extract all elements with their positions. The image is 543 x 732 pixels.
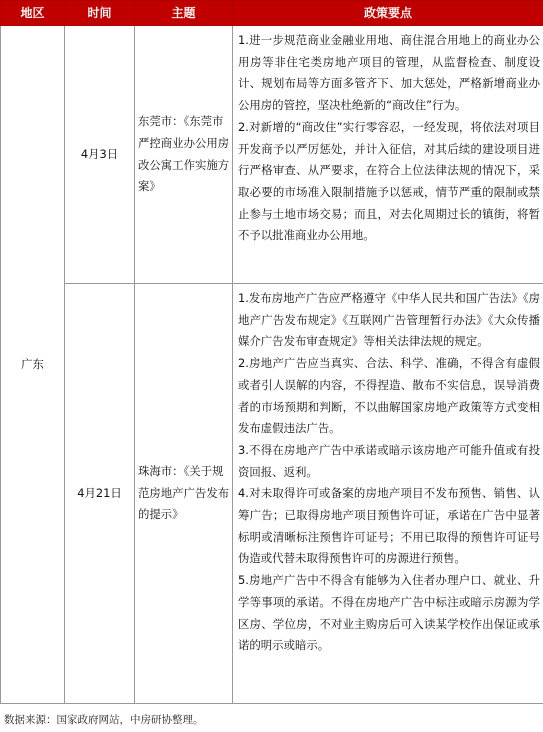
policy-cell (233, 26, 543, 284)
header-policy: 政策要点 (233, 1, 543, 26)
policy-point: 5.房地产广告中不得含有能够为入住者办理户口、就业、升学等事项的承诺。不得在房地产广告中标注或暗示房源为学区房、学位房，不对业主购房后可入读某学校作出保证或承诺的明示或暗示。 (238, 573, 540, 653)
region-cell: 广东 (1, 26, 65, 704)
header-region: 地区 (1, 1, 65, 26)
header-topic: 主题 (135, 1, 233, 26)
policy-point: 1.进一步规范商业金融业用地、商住混合用地上的商业办公用房等非住宅类房地产项目的管理，从监督检查、制度设计、规划布局等方面多管齐下、加大惩处，严格新增商业办公用房的管控，坚决杜绝新的“商改住”行为。 (238, 33, 540, 113)
policy-point: 2.房地产广告应当真实、合法、科学、准确，不得含有虚假或者引人误解的内容，不得捏造、散布不实信息，误导消费者的市场预期和判断，不以曲解国家房地产政策等方式变相发布虚假违法广告。 (238, 356, 540, 436)
table-row (1, 26, 543, 284)
date-cell: 4月3日 (65, 26, 135, 284)
header-time: 时间 (65, 1, 135, 26)
policy-point: 2.对新增的“商改住”实行零容忍，一经发现，将依法对项目开发商予以严厉惩处，并计入征信，对其后续的建设项目进行严格审查、从严要求，在符合上位法律法规的情况下，采取必要的市场准入限制措施予以惩戒，情节严重的限制或禁止参与土地市场交易；而且，对去化周期过长的镇街，将暂不予以批准商业办公用地。 (238, 119, 540, 243)
policy-cell (233, 284, 543, 704)
date-cell: 4月21日 (65, 284, 135, 704)
policy-point: 4.对未取得许可或备案的房地产项目不发布预售、销售、认筹广告；已取得房地产项目预售许可证，承诺在广告中显著标明或清晰标注预售许可证号；不用已取得的预售许可证号伪造或代替未取得预售许可的房源进行预售。 (238, 486, 540, 566)
topic-cell: 东莞市：《东莞市严控商业办公用房改公寓工作实施方案》 (135, 26, 233, 284)
source-note: 数据来源：国家政府网站，中房研协整理。 (4, 714, 204, 726)
table-header-row (1, 1, 543, 26)
policy-point: 1.发布房地产广告应严格遵守《中华人民共和国广告法》《房地产广告发布规定》《互联网广告管理暂行办法》《大众传播媒介广告发布审查规定》等相关法律法规的规定。 (238, 291, 540, 349)
topic-cell: 珠海市：《关于规范房地产广告发布的提示》 (135, 284, 233, 704)
table-row (1, 284, 543, 704)
policy-point: 3.不得在房地产广告中承诺或暗示该房地产可能升值或有投资回报、返利。 (238, 442, 540, 479)
